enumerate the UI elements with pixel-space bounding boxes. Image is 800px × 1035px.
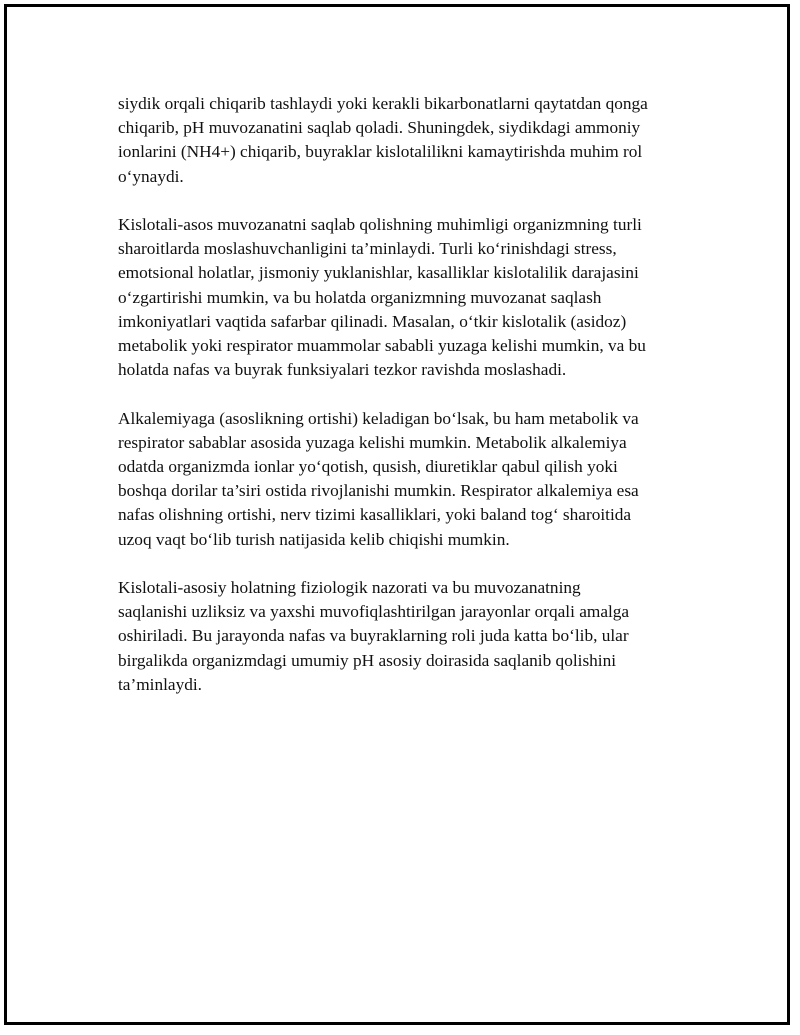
paragraph-2	[118, 213, 698, 382]
text-line: siydik orqali chiqarib tashlaydi yoki kerakli bikarbonatlarni qaytatdan qonga	[118, 94, 648, 113]
text-line: holatda nafas va buyrak funksiyalari tezkor ravishda moslashadi.	[118, 360, 567, 380]
text-line: Kislotali-asos muvozanatni saqlab qolishning muhimligi organizmning turli	[118, 215, 642, 234]
text-line: chiqarib, pH muvozanatini saqlab qoladi. Shuningdek, siydikdagi ammoniy	[118, 118, 641, 138]
text-line: Alkalemiyaga (asoslikning ortishi) keladigan bo‘lsak, bu ham metabolik va	[118, 408, 639, 428]
text-line: odatda organizmda ionlar yo‘qotish, qusish, diuretiklar qabul qilish yoki	[118, 457, 618, 477]
text-line: emotsional holatlar, jismoniy yuklanishlar, kasalliklar kislotalilik darajasini	[118, 263, 639, 283]
paragraph-1	[118, 92, 698, 189]
text-line: metabolik yoki respirator muammolar sababli yuzaga kelishi mumkin, va bu	[118, 336, 646, 356]
text-line: o‘ynaydi.	[118, 166, 184, 186]
text-line: o‘zgartirishi mumkin, va bu holatda organizmning muvozanat saqlash	[118, 287, 602, 307]
text-line: nafas olishning ortishi, nerv tizimi kasalliklari, yoki baland tog‘ sharoitida	[118, 505, 632, 525]
text-line: sharoitlarda moslashuvchanligini ta’minlaydi. Turli ko‘rinishdagi stress,	[118, 239, 617, 259]
document-body	[118, 92, 698, 721]
text-line: oshiriladi. Bu jarayonda nafas va buyraklarning roli juda katta bo‘lib, ular	[118, 626, 629, 646]
paragraph-3	[118, 407, 698, 552]
text-line: birgalikda organizmdagi umumiy pH asosiy doirasida saqlanib qolishini	[118, 650, 617, 670]
paragraph-4	[118, 576, 698, 697]
text-line: saqlanishi uzliksiz va yaxshi muvofiqlashtirilgan jarayonlar orqali amalga	[118, 602, 630, 622]
text-line: ta’minlaydi.	[118, 674, 202, 694]
text-line: Kislotali-asosiy holatning fiziologik nazorati va bu muvozanatning	[118, 578, 581, 598]
text-line: ionlarini (NH4+) chiqarib, buyraklar kislotalilikni kamaytirishda muhim rol	[118, 142, 643, 162]
text-line: boshqa dorilar ta’siri ostida rivojlanishi mumkin. Respirator alkalemiya esa	[118, 481, 639, 501]
text-line: respirator sabablar asosida yuzaga kelishi mumkin. Metabolik alkalemiya	[118, 432, 627, 452]
text-line: imkoniyatlari vaqtida safarbar qilinadi. Masalan, o‘tkir kislotalik (asidoz)	[118, 311, 627, 331]
text-line: uzoq vaqt bo‘lib turish natijasida kelib chiqishi mumkin.	[118, 529, 510, 549]
